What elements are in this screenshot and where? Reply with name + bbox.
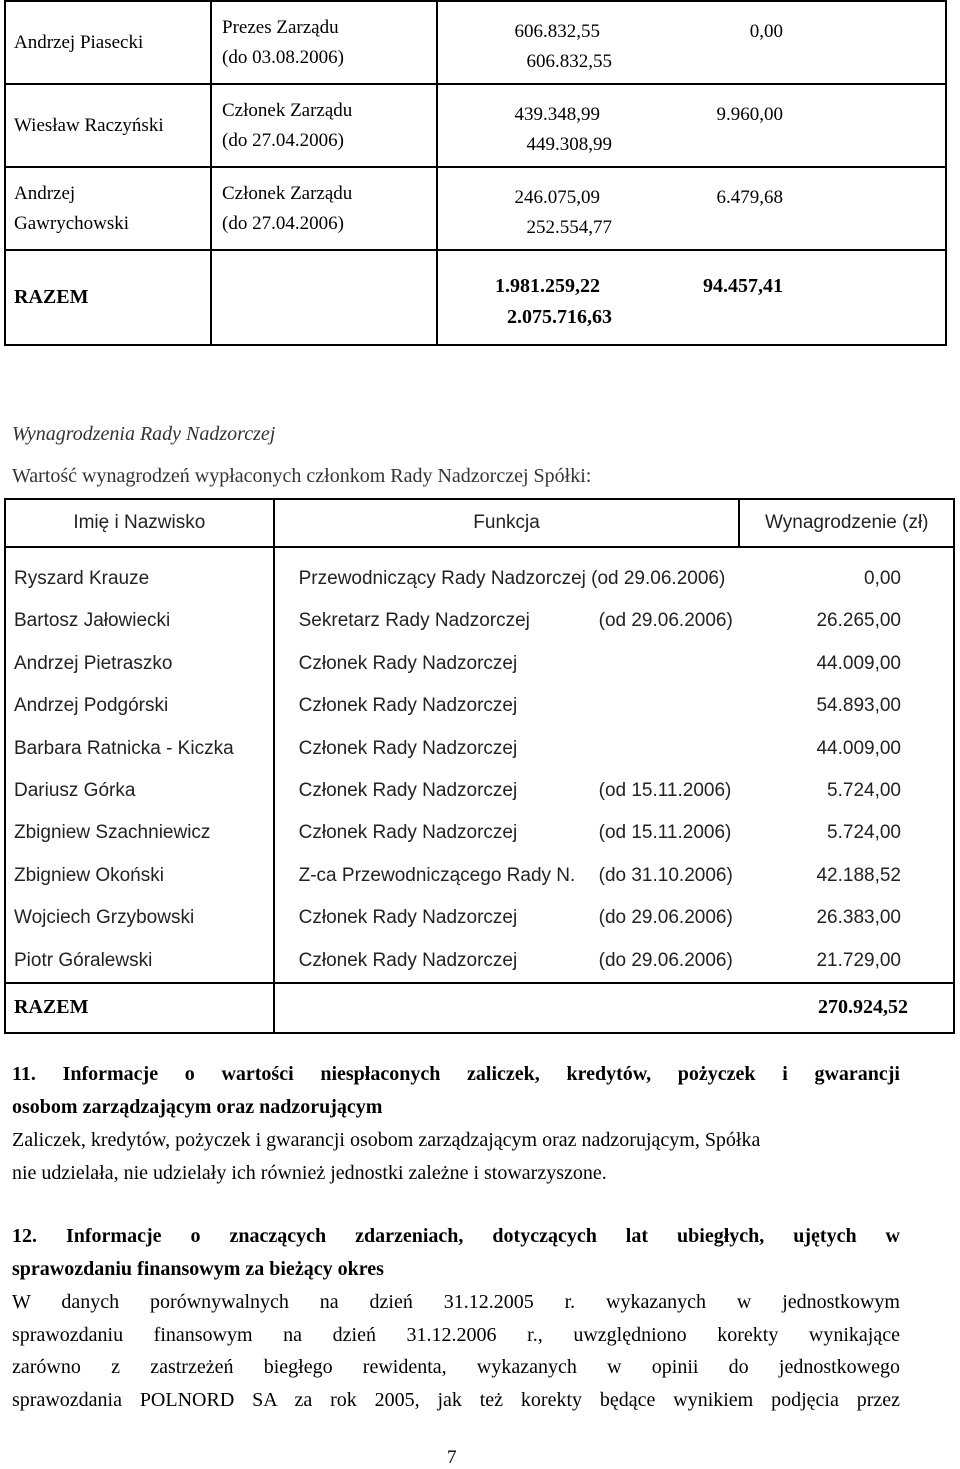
member-salary: 54.893,00: [816, 695, 901, 717]
salaries-column: [739, 547, 954, 983]
supervisory-board-table: [4, 498, 955, 1034]
member-function: Członek Rady Nadzorczej: [298, 737, 518, 759]
total-amount-2: 94.457,41: [703, 274, 783, 297]
member-name: Bartosz Jałowiecki: [14, 610, 171, 632]
functions-column: [274, 547, 740, 983]
table-body-row: [5, 547, 954, 983]
total-amount: 270.924,52: [274, 983, 954, 1033]
member-function: Członek Zarządu (do 27.04.2006): [211, 167, 437, 250]
member-date: (do 31.10.2006): [598, 864, 733, 886]
supervisory-intro: Wartość wynagrodzeń wypłaconych członkom Rady Nadzorczej Spółki:: [12, 465, 592, 487]
member-name: Wiesław Raczyński: [5, 84, 211, 167]
amount-2: 0,00: [749, 21, 783, 43]
member-salary: 0,00: [864, 568, 901, 589]
section-12-heading: 12. Informacje o znaczących zdarzeniach, dotyczących lat ubiegłych, ujętych w sprawozdaniu finansowym za bieżący okres: [12, 1225, 900, 1280]
member-date: (od 15.11.2006): [598, 822, 732, 844]
names-column: [5, 547, 274, 983]
member-function: Członek Rady Nadzorczej: [298, 695, 518, 717]
amount-3: 252.554,77: [526, 216, 612, 238]
member-salary: 26.265,00: [816, 610, 901, 632]
member-name: Andrzej Pietraszko: [14, 652, 173, 674]
total-row: [5, 250, 946, 345]
supervisory-heading: Wynagrodzenia Rady Nadzorczej: [12, 423, 276, 445]
amount-3: 449.308,99: [526, 133, 612, 155]
member-name: Wojciech Grzybowski: [14, 907, 195, 929]
member-salary: 26.383,00: [816, 907, 901, 929]
header-function: Funkcja: [274, 499, 740, 547]
table-row: [5, 167, 946, 250]
table-row: [5, 1, 946, 84]
member-name: Zbigniew Szachniewicz: [14, 822, 211, 844]
amount-2: 6.479,68: [716, 187, 783, 209]
member-function: Członek Rady Nadzorczej: [298, 652, 518, 674]
management-board-table: [4, 0, 947, 346]
member-salary: 44.009,00: [816, 652, 901, 674]
header-salary: Wynagrodzenie (zł): [739, 499, 954, 547]
amount-1: 439.348,99: [514, 104, 600, 126]
amount-1: 246.075,09: [514, 187, 600, 209]
total-label: RAZEM: [5, 250, 211, 345]
member-name: Zbigniew Okoński: [14, 864, 164, 886]
empty-cell: [211, 250, 437, 345]
total-amounts: [437, 250, 946, 345]
member-name: Andrzej Gawrychowski: [5, 167, 211, 250]
member-function: Sekretarz Rady Nadzorczej: [298, 610, 530, 632]
member-function: Z-ca Przewodniczącego Rady N.: [298, 864, 576, 886]
section-11-body: Zaliczek, kredytów, pożyczek i gwarancji osobom zarządzającym oraz nadzorującym, Spółka nie udzielała, nie udzielały ich również jednostki zależne i stowarzyszone.: [12, 1129, 761, 1184]
member-function: Członek Rady Nadzorczej: [298, 907, 518, 929]
amount-1: 606.832,55: [514, 21, 600, 43]
member-date: (do 29.06.2006): [598, 949, 733, 971]
member-name: Andrzej Podgórski: [14, 695, 169, 717]
member-name: Barbara Ratnicka - Kiczka: [14, 737, 234, 759]
member-salary: 5.724,00: [827, 822, 901, 844]
member-date: (od 15.11.2006): [598, 779, 732, 801]
total-amount-1: 1.981.259,22: [495, 274, 600, 297]
total-amount-3: 2.075.716,63: [507, 305, 612, 328]
member-function: Członek Zarządu (do 27.04.2006): [211, 84, 437, 167]
amount-2: 9.960,00: [716, 104, 783, 126]
header-name: Imię i Nazwisko: [5, 499, 274, 547]
member-name: Ryszard Krauze: [14, 568, 150, 589]
member-function: Członek Rady Nadzorczej: [298, 779, 518, 801]
amounts-cell: [437, 84, 946, 167]
section-12-body: W danych porównywalnych na dzień 31.12.2005 r. wykazanych w jednostkowym sprawozdaniu finansowym na dzień 31.12.2006 r., uwzględniono korekty wynikające zarówno z zastrzeżeń biegłego rewidenta, wykazanych w opinii do jednostkowego sprawozdania POLNORD SA za rok 2005, jak też korekty będące wynikiem podjęcia przez: [12, 1291, 900, 1411]
member-date: (do 29.06.2006): [598, 907, 733, 929]
amounts-cell: [437, 167, 946, 250]
member-salary: 21.729,00: [816, 949, 901, 971]
page-number: 7: [447, 1447, 457, 1468]
member-name: Andrzej Piasecki: [5, 1, 211, 84]
section-11-heading: 11. Informacje o wartości niespłaconych zaliczek, kredytów, pożyczek i gwarancji osobom zarządzającym oraz nadzorującym: [12, 1063, 900, 1118]
member-salary: 5.724,00: [827, 779, 901, 801]
amount-3: 606.832,55: [526, 50, 612, 72]
member-salary: 44.009,00: [816, 737, 901, 759]
member-function: Członek Rady Nadzorczej: [298, 822, 518, 844]
member-salary: 42.188,52: [816, 864, 901, 886]
member-name: Piotr Góralewski: [14, 949, 153, 971]
member-function: Członek Rady Nadzorczej: [298, 949, 518, 971]
table-header-row: [5, 499, 954, 547]
member-function: Prezes Zarządu (do 03.08.2006): [211, 1, 437, 84]
table-row: [5, 84, 946, 167]
member-date: (od 29.06.2006): [598, 610, 733, 632]
amounts-cell: [437, 1, 946, 84]
member-name: Dariusz Górka: [14, 779, 136, 801]
total-row: [5, 983, 954, 1033]
total-label: RAZEM: [5, 983, 274, 1033]
member-function: Przewodniczący Rady Nadzorczej (od 29.06.2006): [298, 568, 726, 589]
